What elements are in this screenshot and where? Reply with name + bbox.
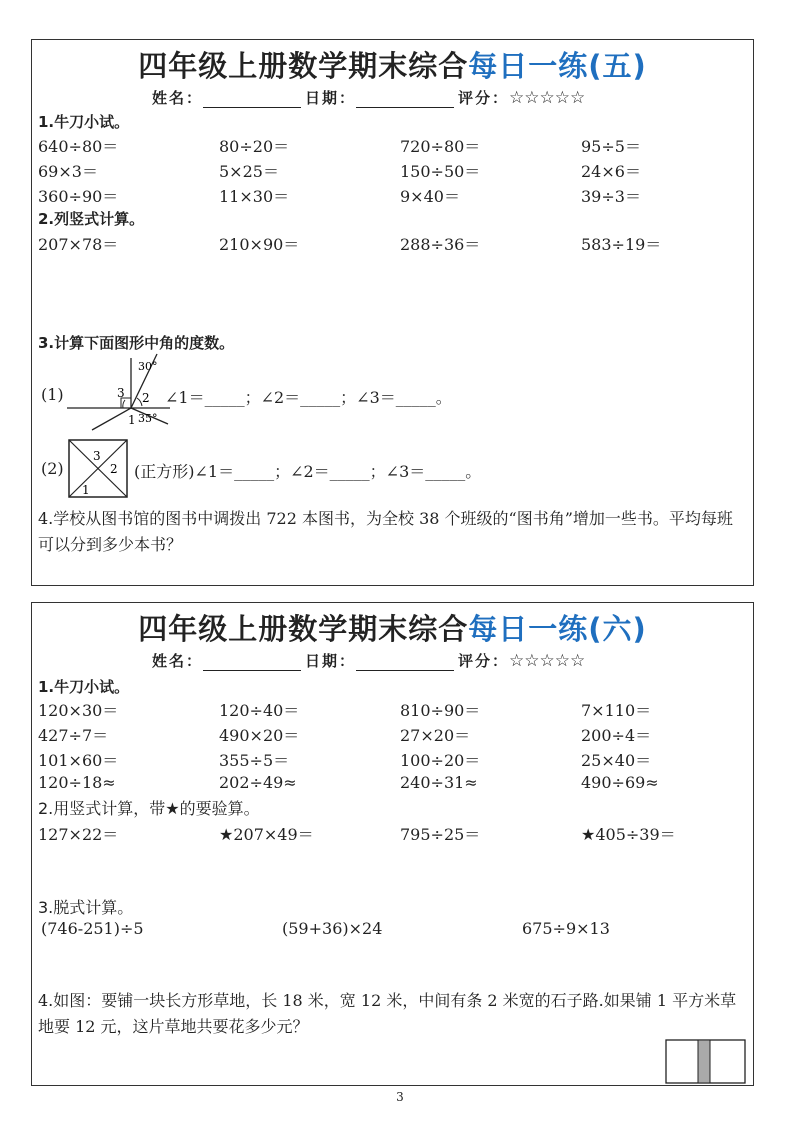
problem: 11×30＝ xyxy=(219,187,290,206)
problem: 200÷4＝ xyxy=(581,726,652,745)
problem: 202÷49≈ xyxy=(219,773,297,792)
angle-30-label: 30° xyxy=(138,360,158,373)
section-2-title: 2.列竖式计算。 xyxy=(38,210,145,228)
student-info-row xyxy=(152,650,585,671)
problem: 7×110＝ xyxy=(581,701,652,720)
problem: 210×90＝ xyxy=(219,235,300,254)
score-stars: ☆☆☆☆☆ xyxy=(509,88,586,108)
section-1-title: 1.牛刀小试。 xyxy=(38,678,130,696)
angle-1-label: 1 xyxy=(82,483,90,497)
lawn-path-diagram xyxy=(665,1039,747,1085)
problem: 120×30＝ xyxy=(38,701,119,720)
problem: 490×20＝ xyxy=(219,726,300,745)
figure-2-question: (正方形)∠1＝_____；∠2＝_____；∠3＝_____。 xyxy=(134,462,482,481)
problem: 24×6＝ xyxy=(581,162,641,181)
problem: ★405÷39＝ xyxy=(581,825,676,844)
section-2-title: 2.用竖式计算，带★的要验算。 xyxy=(38,799,260,818)
page-number: 3 xyxy=(396,1090,404,1104)
problem: (59+36)×24 xyxy=(282,919,383,938)
problem: 80÷20＝ xyxy=(219,137,290,156)
problem: 675÷9×13 xyxy=(522,919,610,938)
problem: 360÷90＝ xyxy=(38,187,119,206)
angle-2-label: 2 xyxy=(110,462,118,476)
problem: 583÷19＝ xyxy=(581,235,662,254)
score-stars: ☆☆☆☆☆ xyxy=(509,651,586,671)
worksheet-5-title xyxy=(32,44,753,85)
worksheet-6-title xyxy=(32,607,753,648)
figure-1-label: (1) xyxy=(41,385,64,404)
problem: 355÷5＝ xyxy=(219,751,290,770)
problem: 127×22＝ xyxy=(38,825,119,844)
problem: 39÷3＝ xyxy=(581,187,641,206)
score-label: 评分： xyxy=(458,89,510,107)
problem: 288÷36＝ xyxy=(400,235,481,254)
figure-2-label: (2) xyxy=(41,459,64,478)
section-3-title: 3.计算下面图形中角的度数。 xyxy=(38,334,235,352)
name-blank[interactable] xyxy=(203,655,301,671)
angle-1-label: 1 xyxy=(128,413,136,427)
problem: 95÷5＝ xyxy=(581,137,641,156)
problem: 810÷90＝ xyxy=(400,701,481,720)
title-accent: 每日一练(六) xyxy=(468,612,647,646)
problem: (746-251)÷5 xyxy=(41,919,144,938)
problem: 5×25＝ xyxy=(219,162,279,181)
title-main: 四年级上册数学期末综合 xyxy=(138,612,469,646)
problem: 101×60＝ xyxy=(38,751,119,770)
date-label: 日期： xyxy=(305,89,357,107)
date-blank[interactable] xyxy=(356,655,454,671)
section-1-title: 1.牛刀小试。 xyxy=(38,113,130,131)
problem: 640÷80＝ xyxy=(38,137,119,156)
title-main: 四年级上册数学期末综合 xyxy=(138,49,469,83)
problem: 490÷69≈ xyxy=(581,773,659,792)
date-blank[interactable] xyxy=(356,92,454,108)
problem: 9×40＝ xyxy=(400,187,460,206)
worksheet-6 xyxy=(31,602,754,1086)
angle-35-label: 35° xyxy=(138,412,158,425)
square-figure-2 xyxy=(67,438,131,500)
figure-1-question: ∠1＝_____；∠2＝_____；∠3＝_____。 xyxy=(165,388,452,407)
date-label: 日期： xyxy=(305,652,357,670)
problem: ★207×49＝ xyxy=(219,825,314,844)
worksheet-5 xyxy=(31,39,754,586)
angle-2-label: 2 xyxy=(142,391,150,405)
name-label: 姓名： xyxy=(152,652,204,670)
problem: 427÷7＝ xyxy=(38,726,109,745)
problem: 120÷18≈ xyxy=(38,773,116,792)
name-label: 姓名： xyxy=(152,89,204,107)
problem: 100÷20＝ xyxy=(400,751,481,770)
problem: 120÷40＝ xyxy=(219,701,300,720)
name-blank[interactable] xyxy=(203,92,301,108)
score-label: 评分： xyxy=(458,652,510,670)
problem: 795÷25＝ xyxy=(400,825,481,844)
problem: 240÷31≈ xyxy=(400,773,478,792)
problem: 720÷80＝ xyxy=(400,137,481,156)
problem: 69×3＝ xyxy=(38,162,98,181)
title-accent: 每日一练(五) xyxy=(468,49,647,83)
angle-3-label: 3 xyxy=(93,449,101,463)
problem: 25×40＝ xyxy=(581,751,652,770)
problem: 27×20＝ xyxy=(400,726,471,745)
section-3-title: 3.脱式计算。 xyxy=(38,898,134,917)
word-problem-4: 4.如图：要铺一块长方形草地，长 18 米，宽 12 米，中间有条 2 米宽的石子路.如果铺 1 平方米草地要 12 元，这片草地共要花多少元？ xyxy=(38,991,737,1036)
problem: 207×78＝ xyxy=(38,235,119,254)
problem: 150÷50＝ xyxy=(400,162,481,181)
word-problem-4: 4.学校从图书馆的图书中调拨出 722 本图书，为全校 38 个班级的“图书角”增加一些书。平均每班可以分到多少本书？ xyxy=(38,509,733,554)
angle-figure-1 xyxy=(62,352,172,432)
angle-3-label: 3 xyxy=(117,386,125,400)
student-info-row xyxy=(152,87,585,108)
